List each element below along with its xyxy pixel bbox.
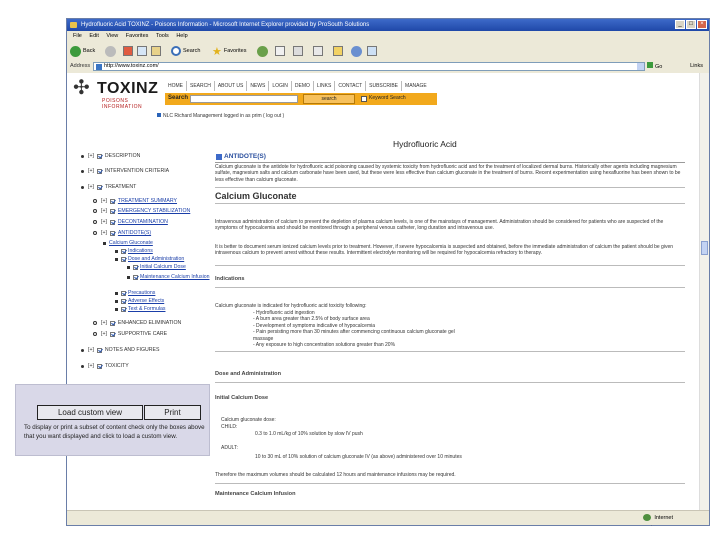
forward-button[interactable] xyxy=(105,45,116,57)
keyword-search-checkbox[interactable] xyxy=(361,96,367,102)
search-button[interactable]: Search xyxy=(171,45,200,57)
bullet-icon xyxy=(115,308,118,311)
tree-item-label: ANTIDOTE(S) xyxy=(117,230,152,236)
tree-checkbox[interactable] xyxy=(110,321,115,326)
tree-item[interactable] xyxy=(127,264,186,270)
tree-item[interactable] xyxy=(103,240,153,246)
bullet-icon xyxy=(81,365,84,368)
list-item: - Development of symptoms indicative of hypocalcemia xyxy=(253,322,375,329)
address-input[interactable]: http://www.toxinz.com/ xyxy=(93,62,645,71)
menu-tools[interactable]: Tools xyxy=(155,33,169,39)
bullet-icon xyxy=(93,199,97,203)
bullet-icon xyxy=(127,276,130,279)
bullet-icon xyxy=(81,186,84,189)
site-search-bar xyxy=(165,93,437,105)
tree-item[interactable] xyxy=(115,306,165,312)
dose-footnote: Therefore the maximum volumes should be calculated 12 hours and maintenance infusions may be required. xyxy=(215,472,456,478)
bullet-icon xyxy=(115,292,118,295)
list-item: - Pain persisting more than 30 minutes after commencing continuous calcium gluconate gel massage xyxy=(253,329,455,342)
expand-toggle[interactable]: [+] xyxy=(101,198,107,204)
maximize-button[interactable]: □ xyxy=(686,20,696,29)
tree-checkbox[interactable] xyxy=(121,249,126,254)
bullet-icon xyxy=(115,250,118,253)
research-icon xyxy=(367,46,377,56)
toolbar xyxy=(67,42,709,61)
tree-checkbox[interactable] xyxy=(133,275,138,280)
tree-item-label: Indications xyxy=(128,248,153,254)
media-button[interactable] xyxy=(257,45,268,57)
list-item: - Any exposure to high concentration solutions greater than 20% xyxy=(253,342,396,349)
messenger-button[interactable] xyxy=(351,45,362,57)
indications-heading: Indications xyxy=(215,276,245,282)
divider xyxy=(215,203,685,204)
initial-dose-heading: Initial Calcium Dose xyxy=(215,395,269,401)
links-button[interactable]: Links xyxy=(690,63,703,69)
tree-item-label: Adverse Effects xyxy=(128,298,165,304)
bullet-icon xyxy=(81,349,84,352)
tree-item-label: TREATMENT SUMMARY xyxy=(117,198,178,204)
tree-item[interactable] xyxy=(81,363,129,369)
tree-checkbox[interactable] xyxy=(97,348,102,353)
tree-item[interactable] xyxy=(93,230,151,236)
address-dropdown[interactable] xyxy=(637,63,644,70)
menu-view[interactable]: View xyxy=(106,33,119,39)
list-item: - A burn area greater than 2.5% of body surface area xyxy=(253,316,370,323)
scroll-thumb[interactable] xyxy=(701,241,708,255)
expand-toggle[interactable]: [+] xyxy=(101,331,107,337)
nav-contact[interactable]: CONTACT xyxy=(335,81,366,91)
stop-icon xyxy=(123,46,133,56)
menu-help[interactable]: Help xyxy=(176,33,188,39)
tree-checkbox[interactable] xyxy=(110,332,115,337)
tree-checkbox[interactable] xyxy=(121,299,126,304)
nav-manage[interactable]: MANAGE xyxy=(405,83,427,89)
stop-button[interactable] xyxy=(123,45,133,57)
bullet-icon xyxy=(115,300,118,303)
dose-heading: Dose and Administration xyxy=(215,371,281,377)
bullet-icon xyxy=(115,258,118,261)
calcium-paragraph-1: Intravenous administration of calcium to prevent the depletion of plasma calcium levels, is one of the mainstays of management. Administration should be considered for patients who are suspected of the symptoms of hypocalcemia and should be monitored through a peripheral venous catheter, long duration and intravenous use. xyxy=(215,219,664,232)
edit-icon xyxy=(313,46,323,56)
expand-toggle[interactable]: [+] xyxy=(88,153,94,159)
bullet-icon xyxy=(93,332,97,336)
divider xyxy=(215,287,685,288)
tree-item[interactable] xyxy=(93,320,181,326)
star-icon: ★ xyxy=(212,45,222,58)
tree-checkbox[interactable] xyxy=(97,154,102,159)
expand-toggle[interactable]: [+] xyxy=(88,168,94,174)
security-zone: Internet xyxy=(643,514,673,521)
tree-item-label: NOTES AND FIGURES xyxy=(104,347,160,353)
tree-checkbox[interactable] xyxy=(110,199,115,204)
back-button[interactable]: Back xyxy=(70,45,95,57)
print-view-button[interactable]: Print xyxy=(144,405,201,420)
title-bar xyxy=(67,19,709,31)
window-title: Hydrofluoric Acid TOXINZ - Poisons Information - Microsoft Internet Explorer provided by ProSouth Solutions xyxy=(81,22,370,28)
tree-checkbox[interactable] xyxy=(133,265,138,270)
section-header: ANTIDOTE(S) xyxy=(215,153,685,163)
maintenance-heading: Maintenance Calcium Infusion xyxy=(215,491,296,497)
menu-file[interactable]: File xyxy=(73,33,82,39)
child-dose: 0.3 to 1.0 mL/kg of 10% solution by slow IV push xyxy=(255,431,363,437)
tree-item[interactable] xyxy=(115,248,153,254)
tree-item[interactable] xyxy=(81,168,169,174)
tree-item[interactable] xyxy=(115,256,184,262)
divider xyxy=(215,382,685,383)
messenger-icon xyxy=(351,46,362,57)
tree-checkbox[interactable] xyxy=(121,257,126,262)
login-status: NLC Richard Management logged in as prim ( log out ) xyxy=(157,113,284,119)
tree-item-label: Dose and Administration xyxy=(128,256,185,262)
tree-checkbox[interactable] xyxy=(110,231,115,236)
edit-button[interactable] xyxy=(313,45,323,57)
nav-login[interactable]: LOGIN xyxy=(269,81,292,91)
folder-icon xyxy=(333,46,343,56)
bullet-icon xyxy=(127,266,130,269)
bullet-icon xyxy=(93,321,97,325)
folder-button[interactable] xyxy=(333,45,343,57)
search-icon xyxy=(171,46,181,56)
divider xyxy=(215,483,685,484)
nav-links[interactable]: LINKS xyxy=(314,81,335,91)
tree-item-label: Precautions xyxy=(128,290,156,296)
tree-item-label: SUPPORTIVE CARE xyxy=(117,331,168,337)
bullet-icon xyxy=(93,231,97,235)
expand-toggle[interactable]: [+] xyxy=(101,230,107,236)
keyword-search-label: Keyword Search xyxy=(369,95,406,101)
globe-icon xyxy=(643,514,651,521)
tree-item-label: Text & Formulas xyxy=(128,306,166,312)
nav-about[interactable]: ABOUT US xyxy=(215,81,247,91)
minimize-button[interactable]: _ xyxy=(675,20,685,29)
site-search-input[interactable] xyxy=(190,95,298,103)
tree-item[interactable] xyxy=(127,274,210,280)
dose-table xyxy=(217,417,517,460)
divider xyxy=(215,351,685,352)
tree-item-label: DECONTAMINATION xyxy=(117,219,168,225)
home-button[interactable] xyxy=(151,45,161,57)
tree-item-label: INTERVENTION CRITERIA xyxy=(104,168,170,174)
article xyxy=(215,139,685,513)
intro-paragraph: Calcium gluconate is the antidote for hydrofluoric acid poisoning caused by systemic toxicity from hydrofluoric acid and for the treatment of localized dermal burns. Historically other agents including magnesium sulfate, magnesium salts and calcium carbonate have been used, but these were less effective than calcium gluconate in the treatment of burns. Recent experimentation using hexafluorine has been shown to be less effective than calcium gluconate. xyxy=(215,164,681,183)
tree-item-label: DESCRIPTION xyxy=(104,153,141,159)
tree-checkbox[interactable] xyxy=(121,291,126,296)
load-custom-view-button[interactable]: Load custom view xyxy=(37,405,143,420)
vertical-scrollbar[interactable] xyxy=(699,73,709,513)
toxinz-logo[interactable]: ✣ TOXINZ POISONS INFORMATION xyxy=(73,77,159,110)
indications-list xyxy=(253,310,473,348)
bullet-icon xyxy=(103,242,106,245)
home-icon xyxy=(151,46,161,56)
tree-item[interactable] xyxy=(81,184,136,190)
media-icon xyxy=(257,46,268,57)
tree-item-label: ENHANCED ELIMINATION xyxy=(117,320,182,326)
page-title: Hydrofluoric Acid xyxy=(393,139,457,149)
child-label: CHILD: xyxy=(221,424,238,430)
bullet-icon xyxy=(93,209,97,213)
tree-checkbox[interactable] xyxy=(110,220,115,225)
status-bar xyxy=(67,510,709,525)
tree-item[interactable] xyxy=(93,198,177,204)
tree-item-label: TOXICITY xyxy=(104,363,129,369)
adult-dose: 10 to 30 mL of 10% solution of calcium gluconate IV (as above) administered over 10 minutes xyxy=(255,454,462,460)
tree-checkbox[interactable] xyxy=(97,185,102,190)
tree-item[interactable] xyxy=(93,208,190,214)
nav-demo[interactable]: DEMO xyxy=(292,81,314,91)
site-nav xyxy=(165,81,437,91)
back-arrow-icon xyxy=(70,46,81,57)
expand-toggle[interactable]: [+] xyxy=(101,320,107,326)
list-item: - Hydrofluoric acid ingestion xyxy=(253,310,315,316)
calcium-paragraph-2: It is better to document serum ionized calcium levels prior to treatment. However, if severe hypocalcemia is suspected and obtained, before the immediate administration of calcium the patient should be given intravenous calcium to prevent arrest without these results. Intermittent electrolyte monitoring will be required for hypocalcemia refractory to therapy. xyxy=(215,244,674,257)
go-arrow-icon xyxy=(647,62,653,68)
user-icon xyxy=(157,113,161,117)
site-search-button[interactable]: search xyxy=(303,94,355,104)
indications-intro: Calcium gluconate is indicated for hydrofluoric acid toxicity following: xyxy=(215,303,367,309)
bullet-icon xyxy=(81,170,84,173)
favorites-button[interactable]: ★ Favorites xyxy=(212,45,247,58)
search-label: Search xyxy=(168,95,189,101)
tree-item[interactable] xyxy=(115,298,164,304)
bullet-icon xyxy=(93,220,97,224)
divider xyxy=(215,187,685,188)
page-icon xyxy=(96,64,102,70)
window-controls xyxy=(675,20,707,29)
tree-item-label: Calcium Gluconate xyxy=(109,240,153,246)
close-button[interactable]: × xyxy=(697,20,707,29)
forward-arrow-icon xyxy=(105,46,116,57)
go-button[interactable]: Go xyxy=(647,62,662,70)
tree-checkbox[interactable] xyxy=(97,364,102,369)
tree-item[interactable] xyxy=(93,331,167,337)
tree-item-label: Maintenance Calcium Infusion xyxy=(140,274,210,280)
expand-toggle[interactable]: [+] xyxy=(101,219,107,225)
custom-view-panel xyxy=(15,384,210,456)
tree-item-label: Initial Calcium Dose xyxy=(140,264,186,270)
custom-view-help: To display or print a subset of content check only the boxes above that you want displayed and click to load a custom view. xyxy=(24,424,205,440)
menu-edit[interactable]: Edit xyxy=(89,33,99,39)
dose-label: Calcium gluconate dose: xyxy=(221,417,276,423)
expand-toggle[interactable]: [+] xyxy=(88,347,94,353)
expand-toggle[interactable]: [+] xyxy=(88,184,94,190)
menu-favorites[interactable]: Favorites xyxy=(125,33,149,39)
refresh-button[interactable] xyxy=(137,45,147,57)
tree-checkbox[interactable] xyxy=(97,169,102,174)
tree-item[interactable] xyxy=(81,153,140,159)
research-button[interactable] xyxy=(367,45,377,57)
bullet-icon xyxy=(81,155,84,158)
section-icon xyxy=(216,154,222,160)
refresh-icon xyxy=(137,46,147,56)
nav-subscribe[interactable]: SUBSCRIBE xyxy=(366,81,402,91)
address-bar xyxy=(67,60,709,74)
adult-label: ADULT: xyxy=(221,445,238,451)
tree-checkbox[interactable] xyxy=(121,307,126,312)
nav-news[interactable]: NEWS xyxy=(247,81,269,91)
tree-checkbox[interactable] xyxy=(110,209,115,214)
tree-item[interactable] xyxy=(115,290,155,296)
nav-home[interactable]: HOME xyxy=(165,81,187,91)
logo-mark-icon: ✣ xyxy=(73,77,90,99)
print-button[interactable] xyxy=(293,45,303,57)
tree-item[interactable] xyxy=(93,219,168,225)
nav-search[interactable]: SEARCH xyxy=(187,81,215,91)
ie-icon xyxy=(70,22,77,28)
expand-toggle[interactable]: [+] xyxy=(88,363,94,369)
printer-icon xyxy=(293,46,303,56)
divider xyxy=(215,265,685,266)
tree-item-label: EMERGENCY STABILIZATION xyxy=(117,208,191,214)
tree-item-label: TREATMENT xyxy=(104,184,137,190)
mail-button[interactable] xyxy=(275,45,285,57)
mail-icon xyxy=(275,46,285,56)
calcium-gluconate-heading: Calcium Gluconate xyxy=(215,191,297,201)
address-label: Address xyxy=(70,63,91,69)
tree-item[interactable] xyxy=(81,347,159,353)
expand-toggle[interactable]: [+] xyxy=(101,208,107,214)
